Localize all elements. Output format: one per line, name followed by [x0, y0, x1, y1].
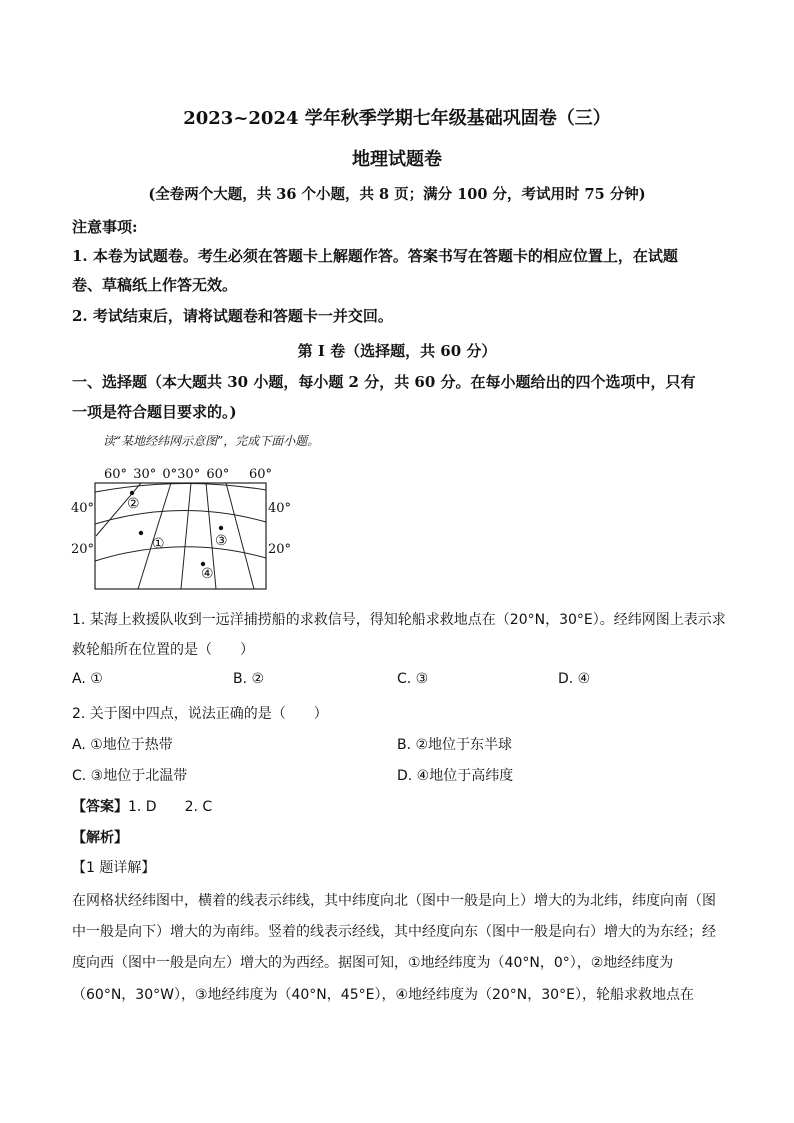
q2-option-b: B. ②地位于东半球	[397, 737, 513, 753]
map-point-4: ④	[201, 566, 214, 582]
section-title: 第 I 卷（选择题，共 60 分）	[297, 342, 497, 360]
q2-option-a: A. ①地位于热带	[72, 737, 173, 753]
detail-label: 【1 题详解】	[72, 860, 156, 876]
q1-stem-b: 救轮船所在位置的是（ ）	[72, 642, 254, 658]
explanation-line-1: 在网格状经纬图中，横着的线表示纬线，其中纬度向北（图中一般是向上）增大的为北纬，纬度向南（图	[72, 893, 716, 909]
answer-text: 1. D 2. C	[128, 799, 213, 815]
notice-heading: 注意事项:	[72, 218, 138, 236]
map-point-1: ①	[152, 536, 165, 552]
q1-option-d: D. ④	[558, 671, 591, 687]
map-label-lon-5: 60°	[206, 467, 230, 482]
notice-line-1b: 卷、草稿纸上作答无效。	[72, 276, 238, 294]
explanation-line-3: 度向西（图中一般是向左）增大的为西经。据图可知，①地经纬度为（40°N，0°），②地经纬度为	[72, 955, 674, 971]
q2-option-d: D. ④地位于高纬度	[397, 768, 514, 784]
section-heading-b: 一项是符合题目要求的。)	[72, 403, 237, 421]
q1-option-c: C. ③	[397, 671, 429, 687]
q1-option-a: A. ①	[72, 671, 103, 687]
answer-label: 【答案】	[72, 799, 128, 815]
map-point-2: ②	[127, 496, 140, 512]
answer-line	[72, 796, 212, 816]
q1-option-b: B. ②	[233, 671, 265, 687]
map-label-lat-right-1: 40°	[268, 501, 292, 516]
map-label-lon-6: 60°	[249, 467, 273, 482]
page-subtitle: 地理试题卷	[352, 149, 442, 170]
notice-line-2: 2. 考试结束后，请将试题卷和答题卡一并交回。	[72, 307, 393, 325]
graticule-map	[66, 466, 306, 592]
analysis-label: 【解析】	[72, 830, 128, 846]
exam-info: (全卷两个大题，共 36 个小题，共 8 页；满分 100 分，考试用时 75 分钟)	[148, 186, 646, 203]
map-label-lat-left-2: 20°	[71, 542, 95, 557]
q1-stem-a: 1. 某海上救援队收到一远洋捕捞船的求救信号，得知轮船求救地点在（20°N，30°E）。经纬网图上表示求	[72, 612, 726, 628]
explanation-line-4: （60°N，30°W），③地经纬度为（40°N，45°E），④地经纬度为（20°N，30°E），轮船求救地点在	[72, 987, 694, 1003]
map-top-labels	[104, 467, 229, 482]
map-label-lat-left-1: 40°	[71, 501, 95, 516]
map-label-lon-3: 0°	[162, 467, 178, 482]
notice-line-1a: 1. 本卷为试题卷。考生必须在答题卡上解题作答。答案书写在答题卡的相应位置上，在试题	[72, 247, 678, 265]
map-label-lon-1: 60°	[104, 467, 128, 482]
map-label-lon-2: 30°	[133, 467, 157, 482]
map-label-lon-4: 30°	[177, 467, 201, 482]
read-instruction: 读“某地经纬网示意图”，完成下面小题。	[103, 434, 320, 448]
page-title: 2023~2024 学年秋季学期七年级基础巩固卷（三）	[183, 108, 611, 129]
explanation-line-2: 中一般是向下）增大的为南纬。竖着的线表示经线，其中经度向东（图中一般是向右）增大的为东经；经	[72, 924, 716, 940]
map-label-lat-right-2: 20°	[268, 542, 292, 557]
q2-option-c: C. ③地位于北温带	[72, 768, 188, 784]
map-point-3: ③	[215, 533, 228, 549]
section-heading-a: 一、选择题（本大题共 30 小题，每小题 2 分，共 60 分。在每小题给出的四个选项中，只有	[72, 373, 696, 391]
q2-stem: 2. 关于图中四点，说法正确的是（ ）	[72, 706, 328, 722]
